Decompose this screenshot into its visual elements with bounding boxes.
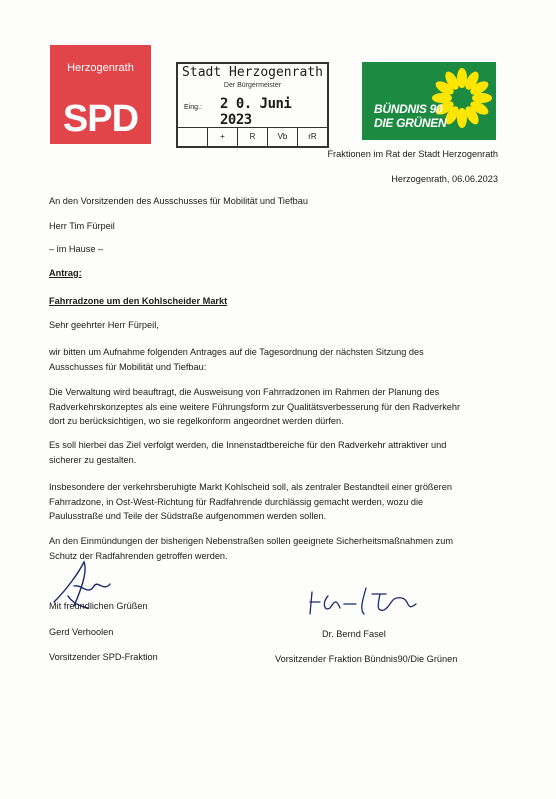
stamp-date: 2 0. Juni 2023 (220, 96, 292, 128)
antrag-label: Antrag: (49, 268, 82, 278)
stamp-eing-label: Eing.: (184, 104, 202, 111)
body-line: sicherer zu gestalten. (49, 454, 137, 465)
stamp-routing-row (178, 127, 327, 146)
in-house-note: – im Hause – (49, 244, 104, 254)
body-line: Fahrradzone, in Ost-West-Richtung für Radfahrende durchlässig gemacht werden, wozu die (49, 496, 424, 507)
gruene-logo (362, 62, 496, 140)
body-paragraph (49, 480, 452, 524)
body-line: Es soll hierbei das Ziel verfolgt werden, die Innenstadtbereiche für den Radverkehr attraktiver und (49, 440, 447, 450)
place-date: Herzogenrath, 06.06.2023 (391, 174, 498, 184)
spd-logo (50, 45, 151, 144)
recipient-name: Herr Tim Fürpeil (49, 221, 115, 231)
signer-right-title: Vorsitzender Fraktion Bündnis90/Die Grünen (275, 654, 458, 664)
recipient: An den Vorsitzenden des Ausschusses für Mobilität und Tiefbau (49, 196, 308, 206)
stamp-subtitle: Der Bürgermeister (223, 82, 282, 89)
body-line: An den Einmündungen der bisherigen Nebenstraßen sollen geeignete Sicherheitsmaßnahmen zum (49, 536, 453, 546)
signer-left-title: Vorsitzender SPD-Fraktion (49, 652, 158, 662)
closing: Mit freundlichen Grüßen (49, 601, 148, 611)
body-line: Paulusstraße und Teile der Südstraße aufgenommen werden sollen. (49, 511, 327, 521)
body-line: Die Verwaltung wird beauftragt, die Ausweisung von Fahrradzonen im Rahmen der Planung des (49, 387, 440, 397)
stamp-routing-cell (178, 128, 208, 146)
gruene-logo-line2: DIE GRÜNEN (374, 116, 447, 130)
stamp-routing-cell: R (238, 128, 268, 146)
factions-line: Fraktionen im Rat der Stadt Herzogenrath (327, 149, 498, 159)
gruene-logo-line1: BÜNDNIS 90 (374, 102, 443, 116)
stamp-routing-cell: rR (308, 132, 317, 141)
stamp-routing-cell: + (208, 128, 238, 146)
stamp-title: Stadt Herzogenrath (182, 65, 323, 80)
body-line: dort zu berücksichtigen, wo sie regelkonform angeordnet werden dürfen. (49, 416, 344, 426)
stamp-routing-cell: Vb (268, 128, 298, 146)
spd-logo-party: SPD (62, 98, 139, 140)
signer-right-name: Dr. Bernd Fasel (322, 629, 386, 639)
subject-line: Fahrradzone um den Kohlscheider Markt (49, 296, 228, 306)
body-paragraph (49, 438, 446, 467)
spd-logo-city: Herzogenrath (67, 62, 134, 74)
body-line: Ausschusses für Mobilität und Tiefbau: (49, 361, 207, 372)
body-line: Radverkehrskonzeptes als eine weitere Führungsform zur Qualitätsverbesserung für den Radverkehr (49, 401, 461, 412)
signature-fasel (306, 584, 426, 620)
body-line: Insbesondere der verkehrsberuhigte Markt Kohlscheid soll, als zentraler Bestandteil einer größeren (49, 482, 452, 492)
body-paragraph (49, 385, 460, 429)
body-line: wir bitten um Aufnahme folgenden Antrages auf die Tagesordnung der nächsten Sitzung des (49, 347, 424, 357)
signer-left-name: Gerd Verhoolen (49, 627, 114, 637)
body-paragraph (49, 345, 424, 374)
body-line: Schutz der Radfahrenden getroffen werden. (49, 550, 228, 561)
receipt-stamp (176, 62, 329, 148)
salutation: Sehr geehrter Herr Fürpeil, (49, 320, 159, 330)
